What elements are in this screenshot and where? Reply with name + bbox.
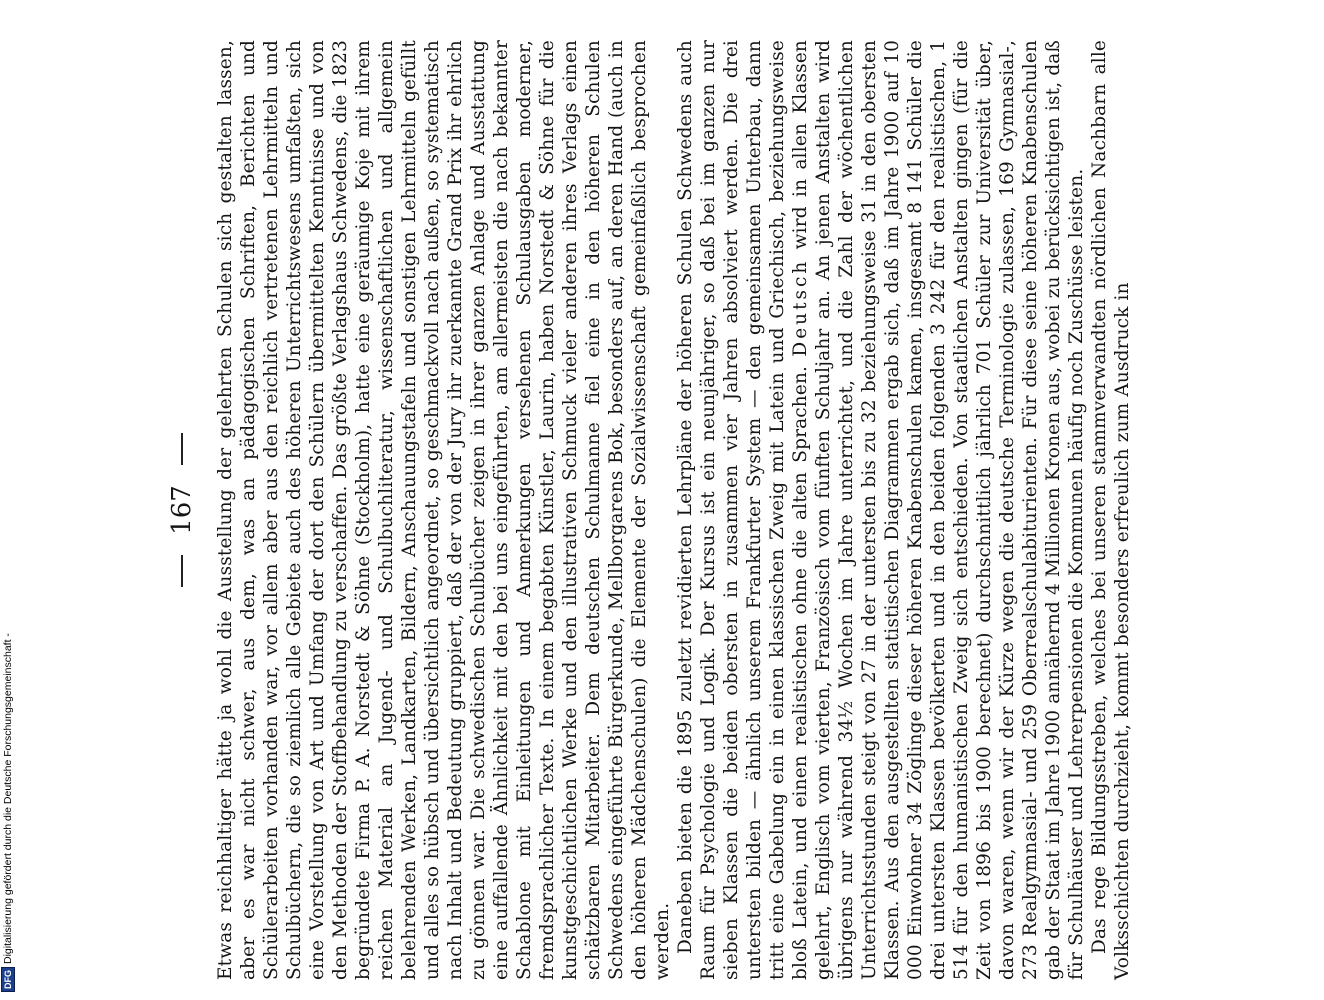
rotated-book-page: [162, 40, 1212, 980]
header-rule-left: [181, 555, 183, 587]
page-number-header: [162, 40, 202, 980]
lead-line-text: Etwas reichhaltiger hätte ja wohl die Ausstellung der gelehrten Schulen sich: [215, 212, 236, 980]
paragraph-3-text: Das rege Bildungsstreben, welches bei unseren stammverwandten nördlichen Nachbarn alle Volksschichten durchzieht, kommt besonders erfreulich zum Ausdruck in: [1089, 40, 1133, 980]
spaced-word-deutsch: Deutsch: [790, 258, 811, 357]
credit-text: Digitalisierung gefördert durch die Deutsche Forschungsgemeinschaft -: [2, 633, 14, 964]
digitization-credit: [0, 0, 16, 1000]
paragraph-3: [1088, 40, 1134, 980]
body-text: [214, 40, 1134, 980]
paragraph-lead-line: [214, 40, 674, 980]
paragraph-2-text: Daneben bieten die 1895 zuletzt revidierten Lehrpläne der höheren Schulen Schwedens auch Raum für Psychologie und Logik. Der Kursus ist ein neunjähriger, so daß bei im ganzen nur sieben Klassen die beiden obersten in zusammen vier Jahren absolviert werden. Die drei untersten bilden — ähnlich unserem Frankfurter System — den gemeinsamen Unterbau, dann tritt eine Gabelung ein in einen klassischen Zweig mit Latein und Griechisch, beziehungsweise bloß Latein, und einen realistischen ohne die alten Sprachen.: [675, 40, 811, 980]
dfg-logo: DFG: [1, 967, 15, 992]
page-number: 167: [167, 485, 197, 535]
paragraph-2-cont-text: wird in allen Klassen gelehrt, Englisch vom vierten, Französisch vom fünften Schuljahr an. An jenen Anstalten wird übrigens nur während 34½ Wochen im Jahre unterrichtet, und die Zahl der wöchentlichen Unterrichtsstunden steigt von 27 in der untersten bis zu 32 beziehungsweise 31 in den obersten Klassen. Aus den ausgestellten statistischen Diagrammen ergab sich, daß im Jahre 1900 auf 10 000 Einwohner 34 Zöglinge dieser höheren Knabenschulen kamen, insgesamt 8 141 Schüler die drei untersten Klassen bevölkerten und in den beiden folgenden 3 242 für den realistischen, 1 514 für den humanistischen Zweig sich entschieden. Von staatlichen Anstalten gingen (für die Zeit von 1896 bis 1900 berechnet) durchschnittlich jährlich 701 Schüler zur Universität über, davon waren, wenn wir der Kürze wegen die deutsche Terminologie zulassen, 169 Gymnasial-, 273 Realgymnasial- und 259 Oberrealschulabiturienten. Für diese seine höheren Knabenschulen gab der Staat im Jahre 1900 annähernd 4 Millionen Kronen aus, wobei zu berücksichtigen ist, daß für Schulhäuser und Lehrerpensionen die Kommunen häufig noch Zuschüsse leisten.: [790, 40, 1087, 980]
paragraph-1-text: gestalten lassen, aber es war nicht schwer, aus dem, was an pädagogischen Schriften, Berichten und Schülerarbeiten vorhanden war, vor allem aber aus den reichlich vertretenen Lehrmitteln und Schulbüchern, die so ziemlich alle Gebiete auch des höheren Unterrichtswesens umfaßten, sich eine Vorstellung von Art und Umfang der dort den Schülern übermittelten Kenntnisse und von den Methoden der Stoffbehandlung zu verschaffen. Das größte Verlagshaus Schwedens, die 1823 begründete Firma P. A. Norstedt & Söhne (Stockholm), hatte eine geräumige Koje mit ihrem reichen Material an Jugend- und Schulbuchliteratur, wissenschaftlichen und allgemein belehrenden Werken, Landkarten, Bildern, Anschauungstafeln und sonstigen Lehrmitteln gefüllt und alles so hübsch und übersichtlich angeordnet, so geschmackvoll nach außen, so systematisch nach Inhalt und Bedeutung gruppiert, daß der von der Jury ihr zuerkannte Grand Prix ihr ehrlich zu gönnen war. Die schwedischen Schulbücher zeigen in ihrer ganzen Anlage und Ausstattung eine auffallende Ähnlichkeit mit den bei uns eingeführten, am allermeisten die nach bekannter Schablone mit Einleitungen und Anmerkungen versehenen Schulausgaben moderner, fremdsprachlicher Texte. In einem begabten Künstler, Laurin, haben Norstedt & Söhne für die kunstgeschichtlichen Werke und den illustrativen Schmuck vieler anderen ihres Verlags einen schätzbaren Mitarbeiter. Dem deutschen Schulmanne fiel eine in den höheren Schulen Schwedens eingeführte Bürgerkunde, Mellborgarens Bok, besonders auf, an deren Hand (auch in den höheren Mädchenschulen) die Elemente der Sozialwissenschaft gemeinfaßlich besprochen werden.: [215, 39, 673, 980]
paragraph-2: [674, 40, 1088, 980]
header-rule-right: [181, 433, 183, 465]
